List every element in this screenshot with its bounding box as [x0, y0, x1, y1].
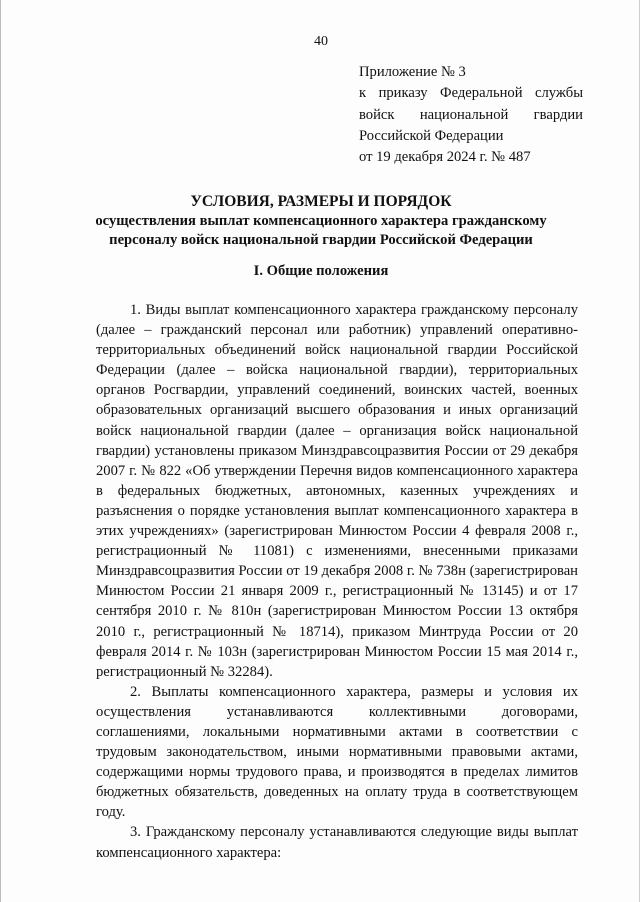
document-body — [96, 300, 578, 863]
annex-number: Приложение № 3 — [359, 64, 466, 80]
title-main: УСЛОВИЯ, РАЗМЕРЫ И ПОРЯДОК — [190, 193, 452, 210]
paragraph-2: 2. Выплаты компенсационного характера, размеры и условия их осуществления устанавливаются коллективными договорами, соглашениями, локальными нормативными актами в соответствии с трудовым законодательством, иными нормативными правовыми актами, содержащими нормы трудового права, и производятся в пределах лимитов бюджетных обязательств, доведенных на оплату труда в соответствующем году. — [96, 683, 578, 821]
annex-order-line: к приказу Федеральной службы — [359, 85, 583, 102]
annex-block — [359, 62, 583, 168]
page-number: 40 — [314, 34, 328, 49]
annex-order-date: от 19 декабря 2024 г. № 487 — [359, 149, 531, 166]
paragraph-1: 1. Виды выплат компенсационного характера гражданскому персоналу (далее – гражданский персонал или работник) управлений оперативно-территориальных объединений войск национальной гвардии Российской Федерации (далее – войска национальной гвардии), территориальных органов Росгвардии, управлений соединений, воинских частей, военных образовательных организаций высшего образования и иных организаций войск национальной гвардии (далее – организация войск национальной гвардии) установлены приказом Минздравсоцразвития России от 29 декабря 2007 г. № 822 «Об утверждении Перечня видов компенсационного характера в федеральных бюджетных, автономных, казенных учреждениях и разъяснения о порядке установления выплат компенсационного характера в этих учреждениях» (зарегистрирован Минюстом России 4 февраля 2008 г., регистрационный № 11081) с изменениями, внесенными приказами Минздравсоцразвития России от 19 декабря 2008 г. № 738н (зарегистрирован Минюстом России 21 января 2009 г., регистрационный № 13145) и от 17 сентября 2010 г. № 810н (зарегистрирован Минюстом России 13 октября 2010 г., регистрационный № 18714), приказом Минтруда России от 20 февраля 2014 г. № 103н (зарегистрирован Минюстом России 15 мая 2014 г., регистрационный № 32284). — [96, 302, 578, 680]
title-subtitle: осуществления выплат компенсационного характера гражданскому персоналу войск национальной гвардии Российской Федерации — [95, 213, 547, 248]
section-heading: I. Общие положения — [253, 263, 389, 279]
annex-order-line: войск национальной гвардии — [359, 106, 583, 123]
paragraph-3: 3. Гражданскому персоналу устанавливаются следующие виды выплат компенсационного характера: — [96, 824, 578, 861]
annex-order-line: Российской Федерации — [359, 127, 504, 144]
document-title — [61, 192, 581, 250]
